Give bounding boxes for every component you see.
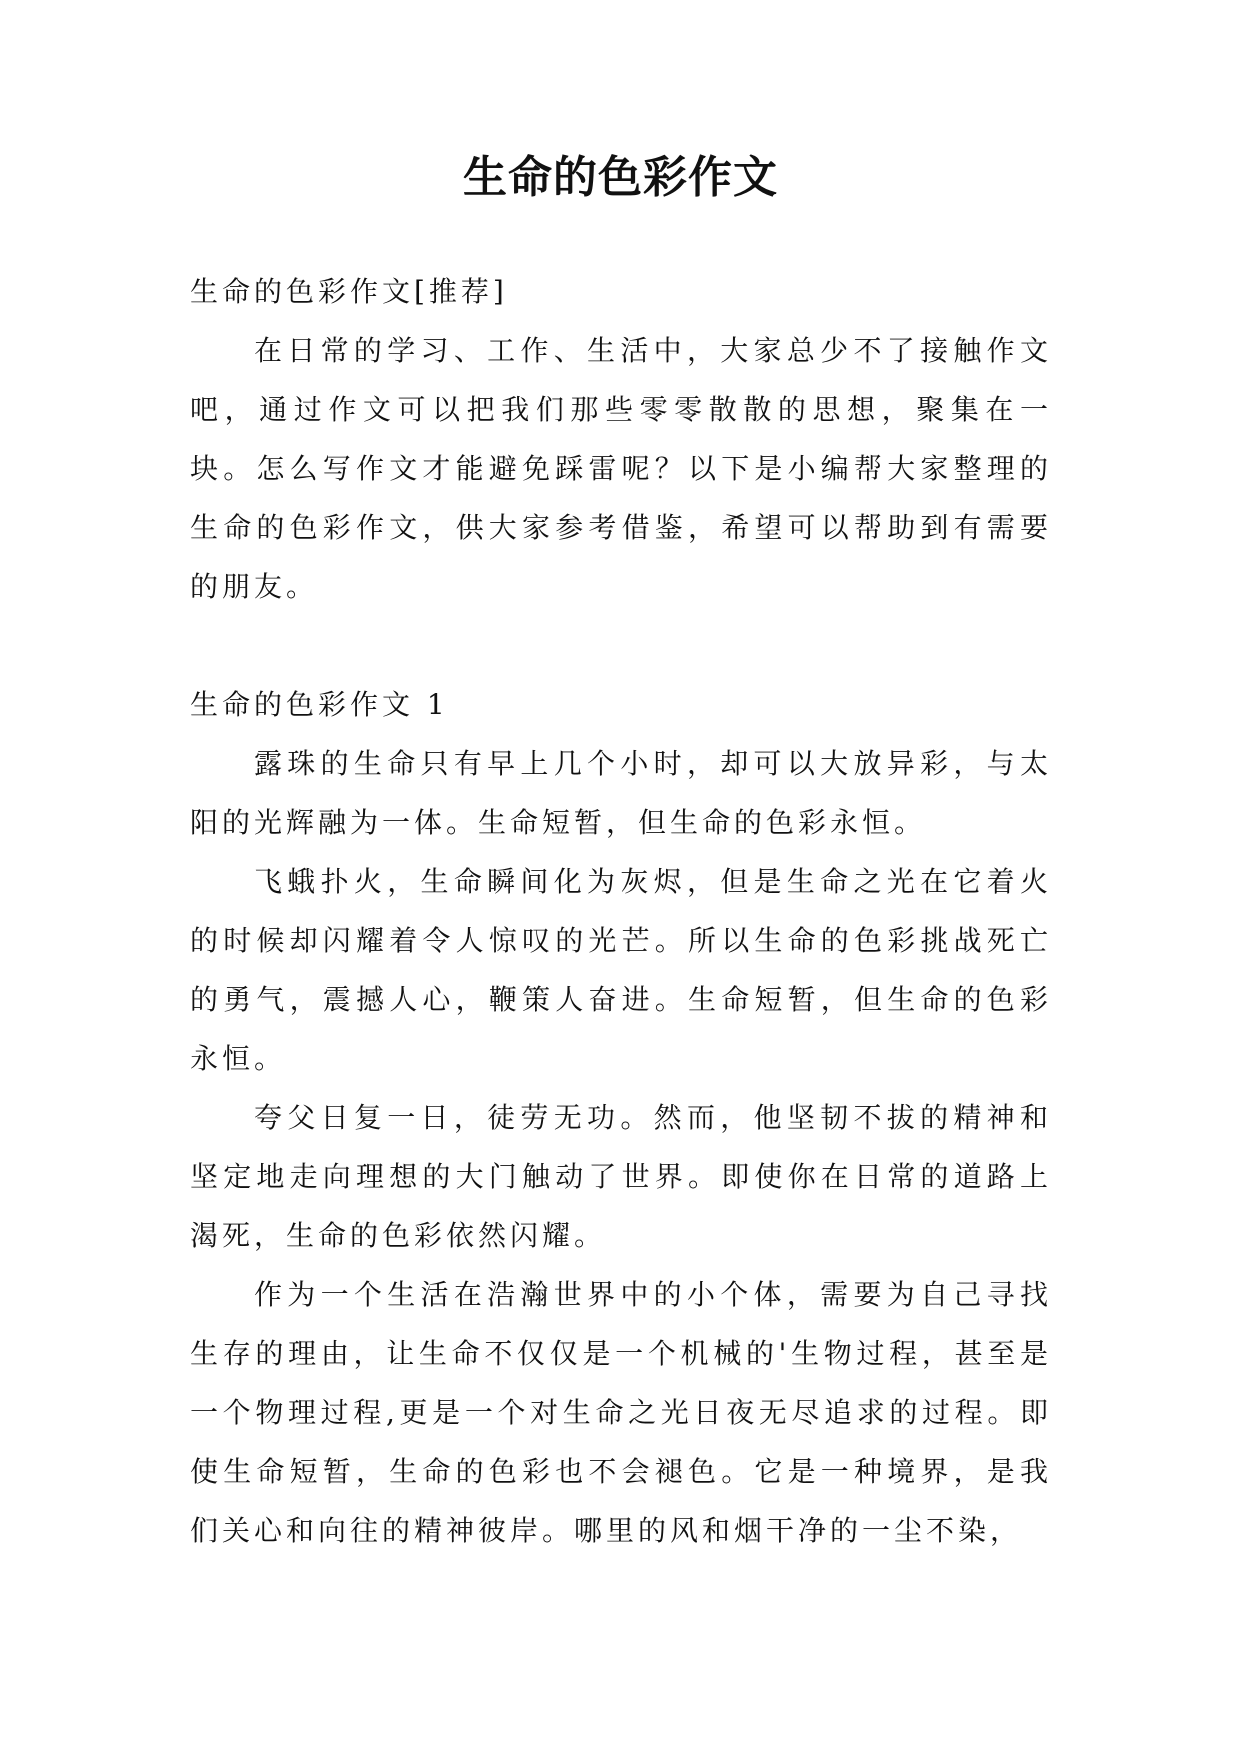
section-1-paragraph: 夸父日复一日，徒劳无功。然而，他坚韧不拔的精神和坚定地走向理想的大门触动了世界。即使你在日常的道路上渴死，生命的色彩依然闪耀。 xyxy=(190,1101,1052,1252)
section-1-heading: 生命的色彩作文 1 xyxy=(190,688,449,721)
section-spacer xyxy=(190,616,1052,675)
section-1-paragraph: 露珠的生命只有早上几个小时，却可以大放异彩，与太阳的光辉融为一体。生命短暂，但生命的色彩永恒。 xyxy=(190,747,1052,839)
section-1-paragraph: 飞蛾扑火，生命瞬间化为灰烬，但是生命之光在它着火的时候却闪耀着令人惊叹的光芒。所以生命的色彩挑战死亡的勇气，震撼人心，鞭策人奋进。生命短暂，但生命的色彩永恒。 xyxy=(190,865,1052,1075)
document-body xyxy=(190,262,1052,1560)
document-title: 生命的色彩作文 xyxy=(463,152,778,203)
section-1-paragraph: 作为一个生活在浩瀚世界中的小个体，需要为自己寻找生存的理由，让生命不仅仅是一个机械的'生物过程，甚至是一个物理过程,更是一个对生命之光日夜无尽追求的过程。即使生命短暂，生命的色彩也不会褪色。它是一种境界，是我们关心和向往的精神彼岸。哪里的风和烟干净的一尘不染， xyxy=(190,1278,1052,1547)
intro-heading: 生命的色彩作文[推荐] xyxy=(190,275,508,308)
intro-paragraph: 在日常的学习、工作、生活中，大家总少不了接触作文吧，通过作文可以把我们那些零零散散的思想，聚集在一块。怎么写作文才能避免踩雷呢？以下是小编帮大家整理的生命的色彩作文，供大家参考借鉴，希望可以帮助到有需要的朋友。 xyxy=(190,334,1052,603)
